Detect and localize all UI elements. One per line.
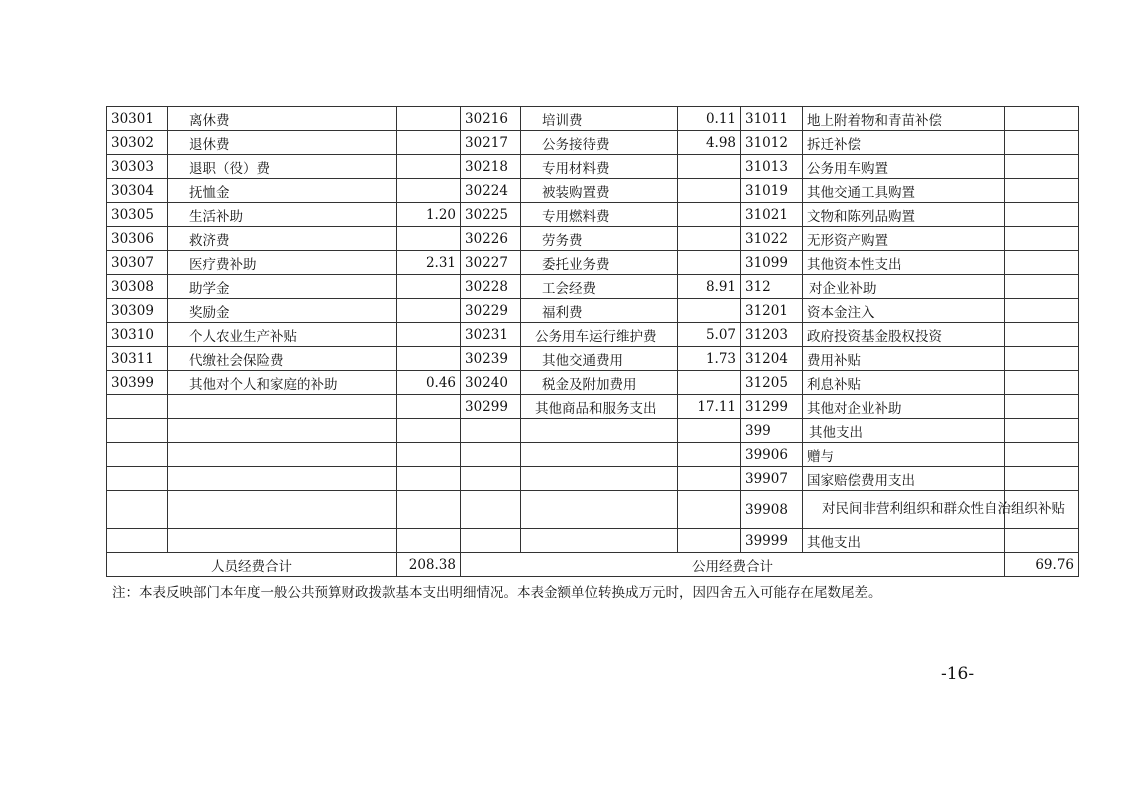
amount-cell [397,491,461,529]
item-name-cell [521,491,678,529]
item-name-cell: 其他交通工具购置 [803,179,1005,203]
item-name-cell: 其他支出 [803,419,1005,443]
item-name-cell: 对民间非营利组织和群众性自治组织补贴 [803,491,1005,529]
item-name-cell: 资本金注入 [803,299,1005,323]
code-cell: 39908 [741,491,803,529]
table-row [107,251,1079,275]
code-cell: 30217 [461,131,521,155]
item-name-cell: 赠与 [803,443,1005,467]
code-cell: 31299 [741,395,803,419]
table-body [107,107,1079,553]
code-cell: 30308 [107,275,168,299]
item-name-cell: 税金及附加费用 [521,371,678,395]
item-name-cell: 抚恤金 [168,179,397,203]
amount-cell: 8.91 [678,275,741,299]
item-name-cell: 费用补贴 [803,347,1005,371]
amount-cell: 0.11 [678,107,741,131]
table-row [107,179,1079,203]
amount-cell: 5.07 [678,323,741,347]
amount-cell [1005,323,1079,347]
code-cell: 312 [741,275,803,299]
amount-cell [1005,107,1079,131]
code-cell: 30306 [107,227,168,251]
amount-cell [397,155,461,179]
expenditure-detail-table [106,106,1079,577]
item-name-cell: 国家赔偿费用支出 [803,467,1005,491]
code-cell: 31022 [741,227,803,251]
amount-cell [1005,155,1079,179]
amount-cell [1005,529,1079,553]
amount-cell [397,131,461,155]
amount-cell [1005,299,1079,323]
code-cell [461,529,521,553]
code-cell: 30218 [461,155,521,179]
item-name-cell: 其他交通费用 [521,347,678,371]
amount-cell [1005,251,1079,275]
public-total-label: 公用经费合计 [461,553,1005,577]
table-row [107,131,1079,155]
amount-cell [1005,467,1079,491]
item-name-cell: 生活补助 [168,203,397,227]
item-name-cell: 救济费 [168,227,397,251]
item-name-cell: 代缴社会保险费 [168,347,397,371]
amount-cell [397,347,461,371]
item-name-cell: 其他对企业补助 [803,395,1005,419]
table-row [107,371,1079,395]
item-name-cell: 地上附着物和青苗补偿 [803,107,1005,131]
code-cell: 31021 [741,203,803,227]
code-cell [107,443,168,467]
item-name-cell: 对企业补助 [803,275,1005,299]
amount-cell [397,227,461,251]
code-cell: 30304 [107,179,168,203]
code-cell: 31201 [741,299,803,323]
code-cell: 31099 [741,251,803,275]
amount-cell: 4.98 [678,131,741,155]
amount-cell [1005,395,1079,419]
amount-cell: 1.20 [397,203,461,227]
table-row [107,347,1079,371]
page-number: -16- [941,664,975,684]
table-row [107,419,1079,443]
amount-cell [1005,419,1079,443]
table-row [107,203,1079,227]
amount-cell [1005,347,1079,371]
item-name-cell: 培训费 [521,107,678,131]
amount-cell [1005,227,1079,251]
amount-cell [397,275,461,299]
item-name-cell: 公务接待费 [521,131,678,155]
code-cell: 30239 [461,347,521,371]
amount-cell [397,395,461,419]
code-cell [107,491,168,529]
code-cell: 30229 [461,299,521,323]
code-cell: 30240 [461,371,521,395]
table-row [107,323,1079,347]
code-cell [107,419,168,443]
table-row [107,275,1079,299]
amount-cell: 1.73 [678,347,741,371]
table-row [107,491,1079,529]
personnel-total-value: 208.38 [397,553,461,577]
code-cell: 30228 [461,275,521,299]
code-cell: 30399 [107,371,168,395]
item-name-cell: 公务用车购置 [803,155,1005,179]
code-cell [461,443,521,467]
amount-cell [678,443,741,467]
item-name-cell: 助学金 [168,275,397,299]
amount-cell [397,443,461,467]
item-name-cell: 其他支出 [803,529,1005,553]
item-name-cell [168,443,397,467]
item-name-cell: 个人农业生产补贴 [168,323,397,347]
item-name-cell [168,395,397,419]
public-total-value: 69.76 [1005,553,1079,577]
item-name-cell: 工会经费 [521,275,678,299]
amount-cell [1005,131,1079,155]
item-name-cell [521,419,678,443]
item-name-cell: 公务用车运行维护费 [521,323,678,347]
amount-cell [1005,371,1079,395]
amount-cell [1005,179,1079,203]
amount-cell [1005,275,1079,299]
item-name-cell: 其他对个人和家庭的补助 [168,371,397,395]
item-name-cell: 无形资产购置 [803,227,1005,251]
table-row [107,299,1079,323]
code-cell: 30227 [461,251,521,275]
table-row [107,529,1079,553]
amount-cell [397,107,461,131]
code-cell: 30305 [107,203,168,227]
amount-cell [1005,443,1079,467]
code-cell: 31203 [741,323,803,347]
amount-cell [397,299,461,323]
item-name-cell [521,529,678,553]
table-row [107,395,1079,419]
table-footnote: 注：本表反映部门本年度一般公共预算财政拨款基本支出明细情况。本表金额单位转换成万元时，因四舍五入可能存在尾数尾差。 [112,585,882,601]
code-cell: 31019 [741,179,803,203]
code-cell [107,529,168,553]
amount-cell [678,203,741,227]
item-name-cell [168,491,397,529]
item-name-cell: 委托业务费 [521,251,678,275]
code-cell: 30303 [107,155,168,179]
code-cell: 30231 [461,323,521,347]
table-row [107,467,1079,491]
item-name-cell: 劳务费 [521,227,678,251]
item-name-cell: 退职（役）费 [168,155,397,179]
item-name-cell: 政府投资基金股权投资 [803,323,1005,347]
amount-cell [678,227,741,251]
item-name-cell: 被装购置费 [521,179,678,203]
amount-cell: 17.11 [678,395,741,419]
code-cell: 31204 [741,347,803,371]
item-name-cell: 拆迁补偿 [803,131,1005,155]
personnel-total-label: 人员经费合计 [107,553,397,577]
item-name-cell [168,467,397,491]
item-name-cell [168,419,397,443]
amount-cell [678,155,741,179]
amount-cell [678,299,741,323]
code-cell: 30225 [461,203,521,227]
amount-cell [397,323,461,347]
item-name-cell: 专用材料费 [521,155,678,179]
amount-cell [678,529,741,553]
item-name-cell: 其他商品和服务支出 [521,395,678,419]
amount-cell: 2.31 [397,251,461,275]
item-name-cell: 福利费 [521,299,678,323]
code-cell: 39999 [741,529,803,553]
item-name-cell [521,467,678,491]
code-cell: 30301 [107,107,168,131]
table-row [107,227,1079,251]
amount-cell: 0.46 [397,371,461,395]
amount-cell [678,467,741,491]
code-cell: 30216 [461,107,521,131]
amount-cell [1005,203,1079,227]
table-row [107,443,1079,467]
amount-cell [678,251,741,275]
code-cell: 30311 [107,347,168,371]
amount-cell [678,179,741,203]
code-cell: 30226 [461,227,521,251]
amount-cell [397,419,461,443]
item-name-cell: 退休费 [168,131,397,155]
code-cell: 31013 [741,155,803,179]
code-cell [461,491,521,529]
amount-cell [678,419,741,443]
totals-row [107,553,1079,577]
amount-cell [397,467,461,491]
code-cell: 30224 [461,179,521,203]
item-name-cell: 离休费 [168,107,397,131]
item-name-cell: 文物和陈列品购置 [803,203,1005,227]
item-name-cell: 其他资本性支出 [803,251,1005,275]
code-cell: 39906 [741,443,803,467]
amount-cell [678,491,741,529]
item-name-cell [521,443,678,467]
item-name-cell: 专用燃料费 [521,203,678,227]
code-cell: 30302 [107,131,168,155]
code-cell: 31205 [741,371,803,395]
amount-cell [397,179,461,203]
code-cell [107,467,168,491]
amount-cell [678,371,741,395]
code-cell: 30299 [461,395,521,419]
code-cell: 30307 [107,251,168,275]
code-cell: 30309 [107,299,168,323]
item-name-cell: 奖励金 [168,299,397,323]
item-name-cell: 利息补贴 [803,371,1005,395]
code-cell [461,419,521,443]
item-name-cell [168,529,397,553]
table-row [107,107,1079,131]
code-cell: 399 [741,419,803,443]
table-row [107,155,1079,179]
code-cell [461,467,521,491]
code-cell: 31011 [741,107,803,131]
item-name-cell: 医疗费补助 [168,251,397,275]
amount-cell [397,529,461,553]
code-cell: 39907 [741,467,803,491]
code-cell [107,395,168,419]
code-cell: 31012 [741,131,803,155]
code-cell: 30310 [107,323,168,347]
